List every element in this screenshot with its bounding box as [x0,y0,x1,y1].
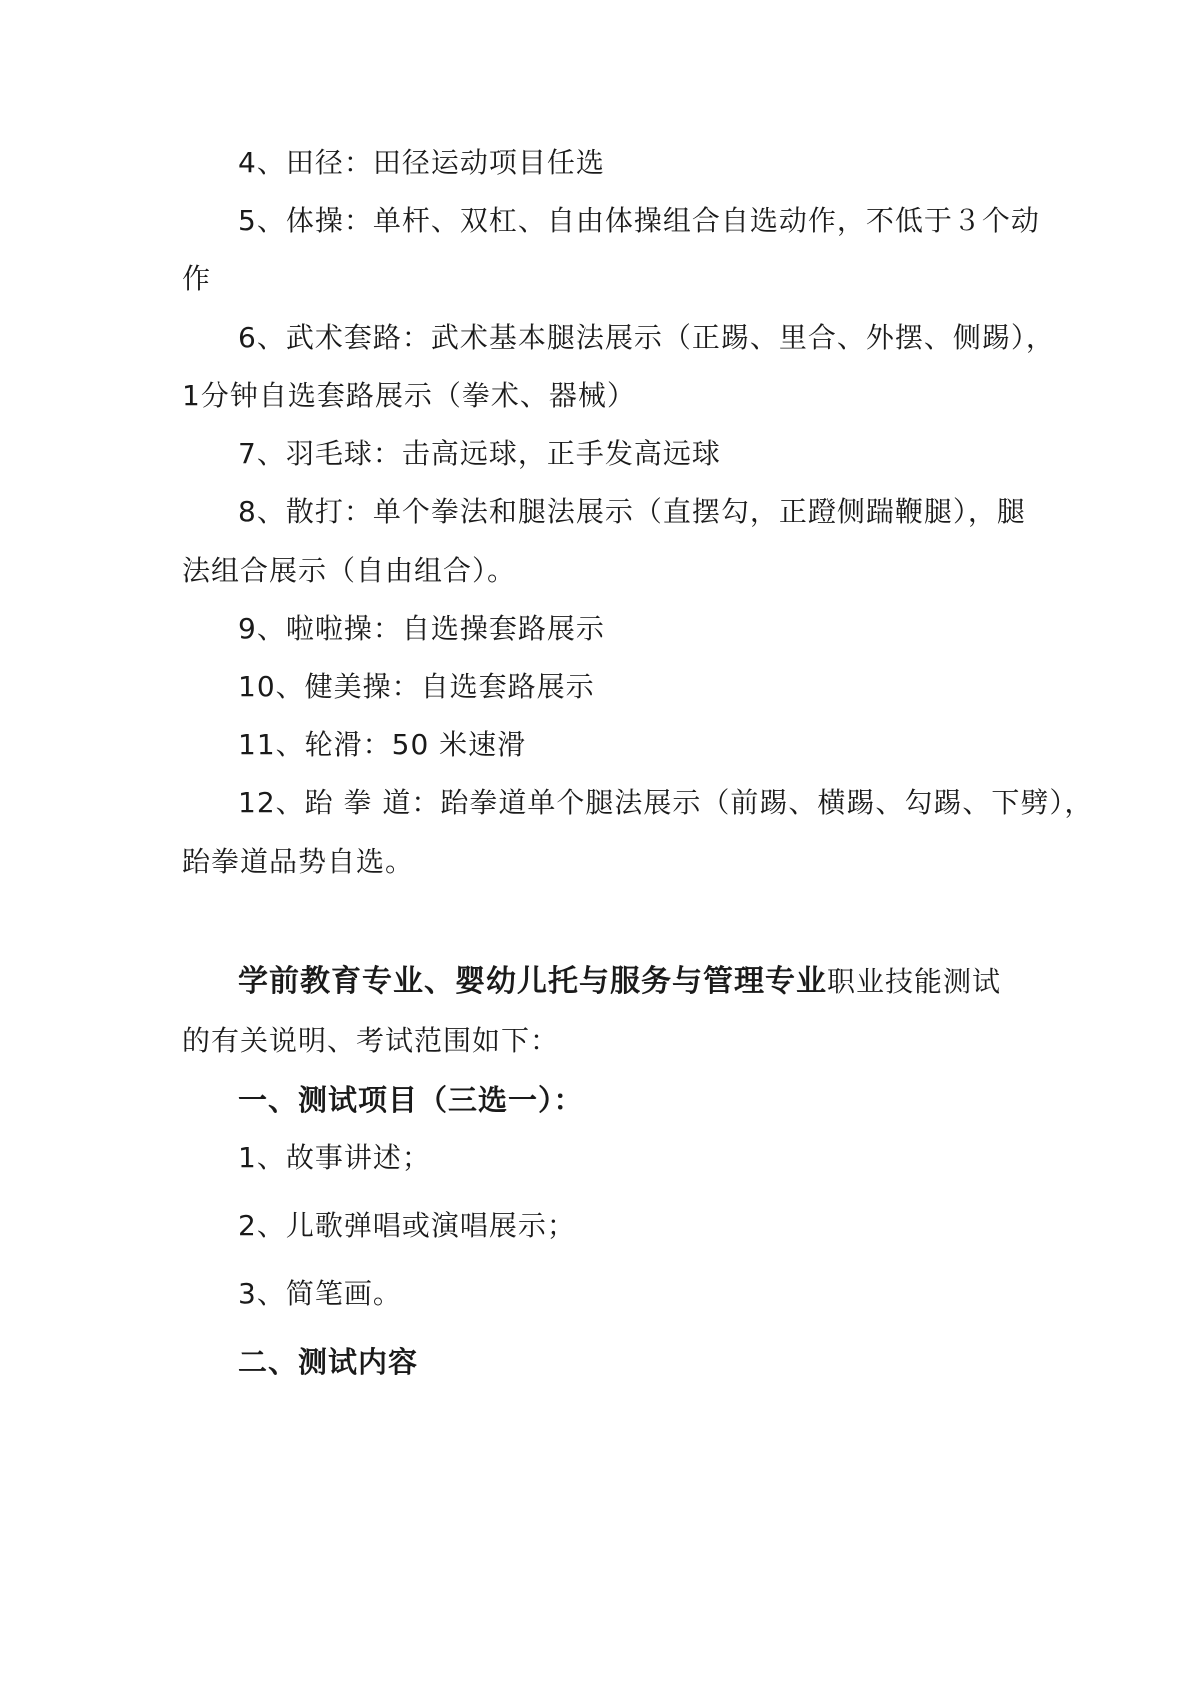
part1-item-song: 2、儿歌弹唱或演唱展示； [238,1209,576,1242]
part1-title: 一、测试项目（三选一）： [238,1083,584,1117]
section-heading-line1 [238,962,1068,1002]
part1-item-story: 1、故事讲述； [238,1141,431,1174]
item-aerobics: 10、健美操：自选套路展示 [238,670,595,703]
section-heading-line2: 的有关说明、考试范围如下： [182,1024,560,1057]
item-gymnastics-line1: 5、体操：单杆、双杠、自由体操组合自选动作，不低于３个动 [238,204,1040,237]
section-heading-bold: 学前教育专业、婴幼儿托与服务与管理专业 [238,964,827,999]
part1-item-drawing: 3、简笔画。 [238,1277,402,1310]
item-gymnastics-line2: 作 [182,262,212,295]
item-martial-arts-line1: 6、武术套路：武术基本腿法展示（正踢、里合、外摆、侧踢）， [238,321,1055,354]
part2-title: 二、测试内容 [238,1345,419,1379]
item-roller-skating: 11、轮滑：50 米速滑 [238,728,527,761]
item-athletics: 4、田径：田径运动项目任选 [238,146,605,179]
item-badminton: 7、羽毛球：击高远球，正手发高远球 [238,437,721,470]
section-heading-tail: 职业技能测试 [827,965,1002,998]
item-martial-arts-line2: 1分钟自选套路展示（拳术、器械） [182,379,636,412]
item-cheerleading: 9、啦啦操：自选操套路展示 [238,612,605,645]
item-taekwondo-line1: 12、跆 拳 道：跆拳道单个腿法展示（前踢、横踢、勾踢、下劈）， [238,786,1094,819]
item-taekwondo-line2: 跆拳道品势自选。 [182,845,415,878]
item-sanda-line1: 8、散打：单个拳法和腿法展示（直摆勾，正蹬侧踹鞭腿），腿 [238,495,1026,528]
item-sanda-line2: 法组合展示（自由组合）。 [182,554,517,587]
